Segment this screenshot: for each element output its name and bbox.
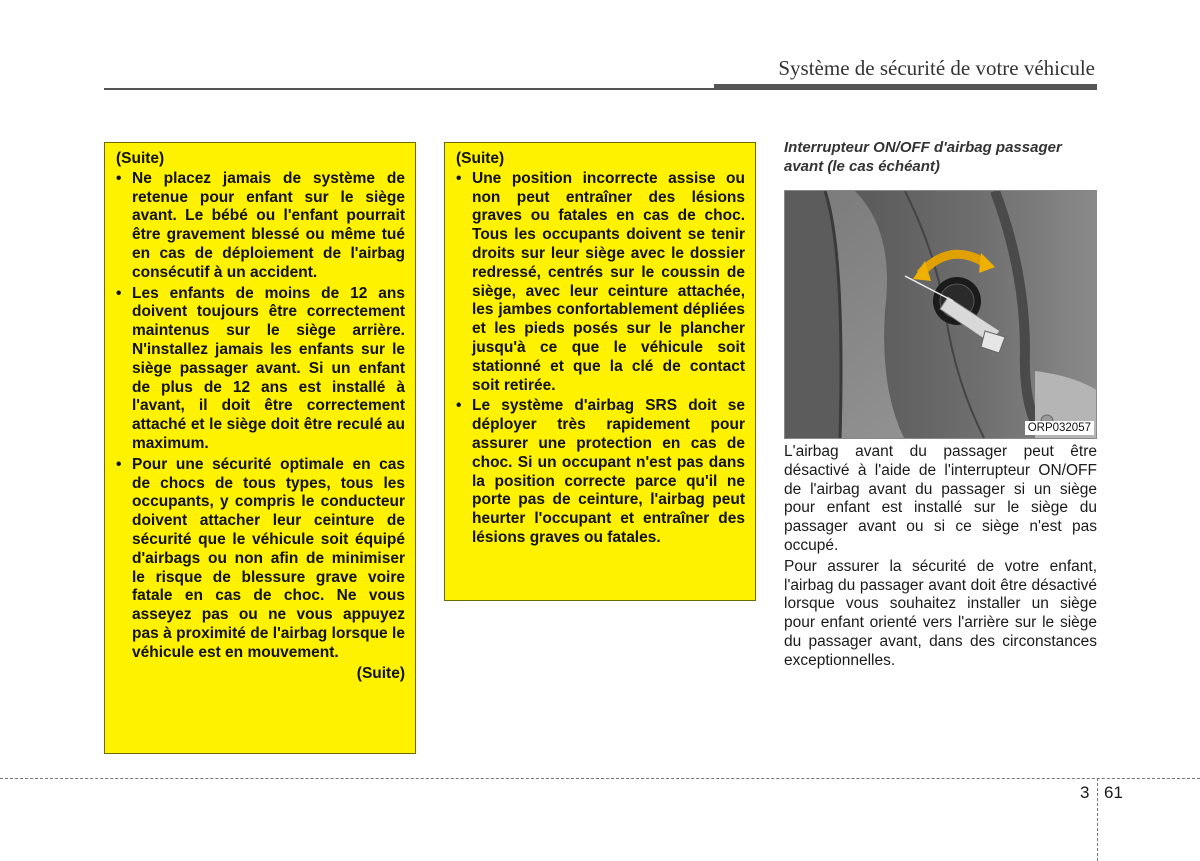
photo-reference-code: ORP032057: [1025, 421, 1094, 435]
page-header-title: Système de sécurité de votre véhicule: [778, 56, 1095, 80]
warning-item: • Ne placez jamais de système de retenue pour enfant sur le siège avant. Le bébé ou l'enfant pourrait être gravement blessé ou même tué en cas de déploiement de l'airbag consécutif à un accident.: [116, 170, 405, 283]
page-number: 61: [1104, 783, 1123, 802]
footer-dashed-rule: [0, 778, 1200, 779]
warning-box-left: [104, 142, 416, 754]
warning-head: (Suite): [456, 150, 505, 167]
warning-list: [456, 170, 745, 548]
warning-item: • Les enfants de moins de 12 ans doivent toujours être correctement maintenus sur le siège arrière. N'installez jamais les enfants sur le siège passager avant. Si un enfant de plus de 12 ans est installé à l'avant, il doit être correctement attaché et le siège doit être reculé au maximum.: [116, 285, 405, 454]
warning-item: • Une position incorrecte assise ou non peut entraîner des lésions graves ou fatales en cas de choc. Tous les occupants doivent se tenir droits sur leur siège avec le dossier redressé, centrés sur le coussin de siège, avec leur ceinture attachée, les jambes confortablement dépliées et les pieds posés sur le plancher jusqu'à ce que le véhicule soit stationné et que la clé de contact soit retirée.: [456, 170, 745, 396]
footer-dashed-divider: [1097, 778, 1098, 861]
airbag-switch-photo: [784, 190, 1097, 439]
chapter-number: 3: [1080, 783, 1090, 802]
body-paragraph: Pour assurer la sécurité de votre enfant, l'airbag du passager avant doit être désactivé lorsque vous souhaitez installer un siège pour enfant orienté vers l'arrière sur le siège du passager avant, dans des circonstances exceptionnelles.: [784, 557, 1097, 669]
warning-head: (Suite): [116, 150, 165, 167]
body-paragraph: L'airbag avant du passager peut être désactivé à l'aide de l'interrupteur ON/OFF de l'airbag avant du passager si un siège pour enfant est installé sur le siège du passager avant ou si ce siège n'est pas occupé.: [784, 443, 1097, 554]
warning-list: [116, 170, 405, 663]
warning-foot: (Suite): [356, 664, 405, 682]
warning-box-middle: [444, 142, 756, 601]
header-rule-thick: [714, 84, 1097, 90]
warning-item: • Le système d'airbag SRS doit se déployer très rapidement pour assurer une protection en cas de choc. Si un occupant n'est pas dans la position correcte parce qu'il ne porte pas de ceinture, l'airbag peut heurter l'occupant et entraîner des lésions graves ou fatales.: [456, 397, 745, 547]
airbag-switch-illustration: [785, 191, 1097, 439]
body-text: [784, 443, 1097, 673]
figure-caption: Interrupteur ON/OFF d'airbag passager avant (le cas échéant): [784, 139, 1062, 175]
header-rule-thin: [104, 88, 714, 90]
warning-item: • Pour une sécurité optimale en cas de chocs de tous types, tous les occupants, y compris le conducteur doivent attacher leur ceinture de sécurité que le véhicule soit équipé d'airbags ou non afin de minimiser le risque de blessure grave voire fatale en cas de choc. Ne vous asseyez pas ou ne vous appuyez pas à proximité de l'airbag lorsque le véhicule est en mouvement.: [116, 456, 405, 663]
